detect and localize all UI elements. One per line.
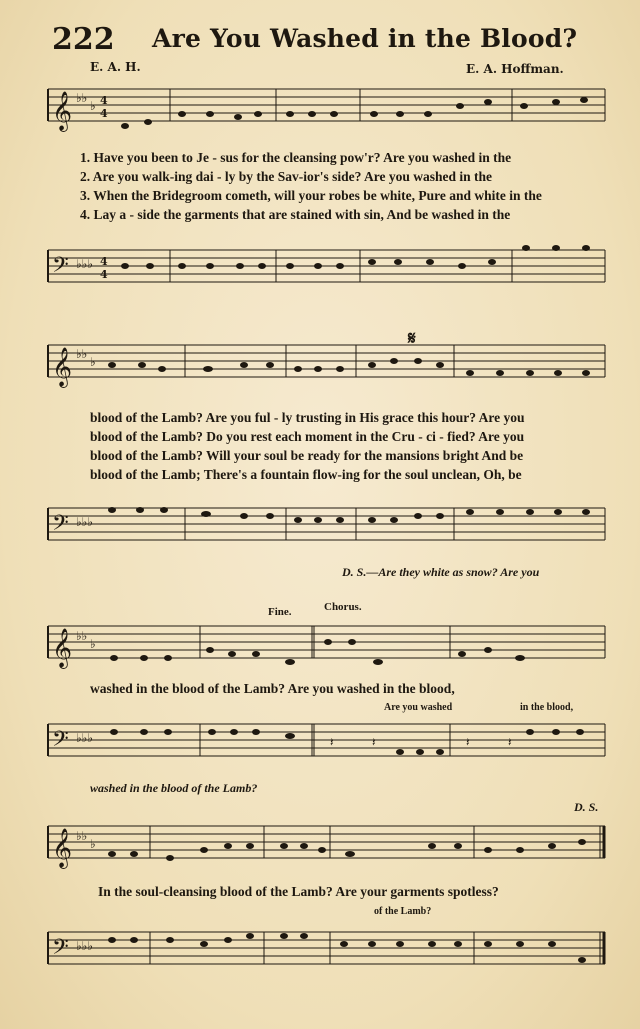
svg-text:4: 4 (100, 268, 108, 281)
chorus-label: Chorus. (324, 601, 362, 613)
verse4-line-a: 4. Lay a - side the garments that are stained with sin, And be washed in the (80, 207, 511, 222)
staff-system4-treble (0, 812, 640, 872)
svg-text:𝄽: 𝄽 (466, 735, 470, 749)
verse1-line-b: blood of the Lamb? Are you ful - ly trusting in His grace this hour? Are you (90, 410, 525, 425)
verse2-line-a: 2. Are you walk-ing dai - ly by the Sav-ior's side? Are you washed in the (80, 169, 493, 184)
chorus-bass-line1: washed in the blood of the Lamb? (90, 781, 258, 795)
svg-text:𝄢: 𝄢 (52, 253, 69, 283)
author-credit: E. A. H. (90, 60, 141, 74)
composer-credit: E. A. Hoffman. (466, 62, 564, 76)
svg-text:𝄞: 𝄞 (52, 828, 73, 868)
svg-text:𝄢: 𝄢 (52, 935, 69, 965)
svg-text:♭: ♭ (90, 355, 96, 369)
svg-text:4: 4 (100, 107, 108, 120)
hymn-title: Are You Washed in the Blood? (152, 24, 578, 53)
svg-text:𝄽: 𝄽 (330, 735, 334, 749)
svg-text:♭♭♭: ♭♭♭ (76, 257, 93, 271)
svg-text:♭: ♭ (90, 637, 96, 651)
staff-system1-treble (0, 84, 640, 138)
verse3-line-a: 3. When the Bridegroom cometh, will your robes be white, Pure and white in the (80, 188, 542, 203)
fine-label: Fine. (268, 606, 292, 618)
staff-system4-bass (0, 918, 640, 980)
staff-system2-bass (0, 496, 640, 558)
chorus-echo-b: in the blood, (520, 702, 574, 713)
chorus-echo-a: Are you washed (384, 702, 453, 713)
hymn-number: 222 (52, 22, 115, 57)
svg-text:𝄢: 𝄢 (52, 511, 69, 541)
svg-text:𝄢: 𝄢 (52, 727, 69, 757)
svg-text:4: 4 (100, 94, 108, 107)
svg-text:♭♭: ♭♭ (76, 829, 88, 843)
staff-system2-treble (0, 330, 640, 388)
svg-text:♭: ♭ (90, 837, 96, 851)
svg-text:4: 4 (100, 255, 108, 268)
svg-text:♭♭♭: ♭♭♭ (76, 731, 93, 745)
svg-text:𝄞: 𝄞 (52, 91, 73, 131)
staff-system3-treble (0, 612, 640, 674)
verse4-line-b: blood of the Lamb; There's a fountain flow-ing for the soul unclean, Oh, be (90, 467, 522, 482)
svg-text:♭♭♭: ♭♭♭ (76, 939, 93, 953)
svg-text:𝄞: 𝄞 (52, 347, 73, 387)
chorus-echo-c: of the Lamb? (374, 906, 432, 917)
staff-system1-bass (0, 240, 640, 302)
svg-text:𝄞: 𝄞 (52, 628, 73, 668)
svg-text:𝄽: 𝄽 (508, 735, 512, 749)
svg-text:𝄋: 𝄋 (408, 330, 416, 349)
chorus-line2: In the soul-cleansing blood of the Lamb? Are your garments spotless? (98, 884, 499, 899)
svg-text:♭: ♭ (90, 99, 96, 113)
ds-label: D. S. (574, 800, 599, 814)
svg-text:♭♭♭: ♭♭♭ (76, 515, 93, 529)
svg-text:♭♭: ♭♭ (76, 347, 88, 361)
svg-text:𝄽: 𝄽 (372, 735, 376, 749)
chorus-line1: washed in the blood of the Lamb? Are you washed in the blood, (90, 681, 455, 696)
staff-system3-bass (0, 712, 640, 778)
svg-text:♭♭: ♭♭ (76, 629, 88, 643)
svg-text:♭♭: ♭♭ (76, 91, 88, 105)
verse1-line-a: 1. Have you been to Je - sus for the cleansing pow'r? Are you washed in the (80, 150, 512, 165)
ds-instruction: D. S.—Are they white as snow? Are you (342, 565, 540, 579)
verse2-line-b: blood of the Lamb? Do you rest each moment in the Cru - ci - fied? Are you (90, 429, 525, 444)
verse3-line-b: blood of the Lamb? Will your soul be ready for the mansions bright And be (90, 448, 524, 463)
